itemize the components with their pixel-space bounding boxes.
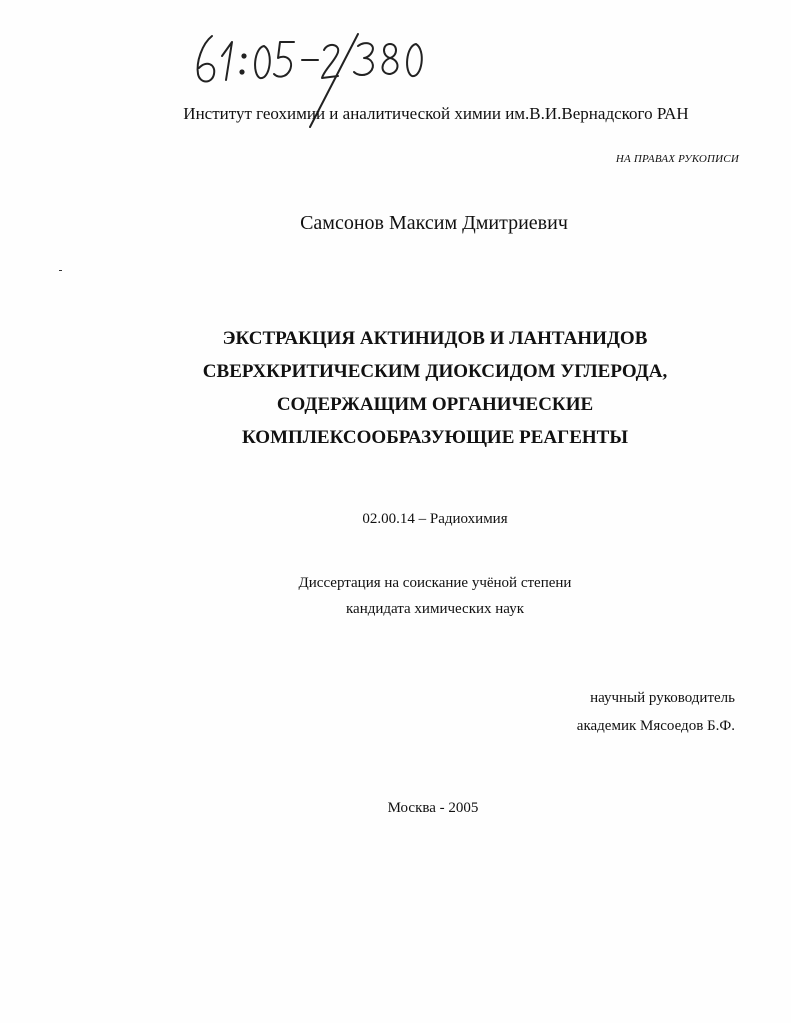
title-line: СВЕРХКРИТИЧЕСКИМ ДИОКСИДОМ УГЛЕРОДА, [202, 361, 668, 382]
supervisor-name: академик Мясоедов Б.Ф. [576, 718, 735, 734]
degree-line: Диссертация на соискание учёной степени [298, 575, 572, 591]
title-line: СОДЕРЖАЩИМ ОРГАНИЧЕСКИЕ [276, 394, 594, 415]
city-year: Москва - 2005 [387, 800, 479, 816]
supervisor-role: научный руководитель [590, 690, 735, 706]
specialty-code: 02.00.14 – Радиохимия [362, 511, 508, 527]
title-line: ЭКСТРАКЦИЯ АКТИНИДОВ И ЛАНТАНИДОВ [222, 328, 648, 349]
manuscript-rights-note: НА ПРАВАХ РУКОПИСИ [615, 153, 739, 165]
author-name: Самсонов Максим Дмитриевич [300, 212, 568, 234]
title-line: КОМПЛЕКСООБРАЗУЮЩИЕ РЕАГЕНТЫ [241, 427, 629, 448]
supervisor-block [577, 684, 735, 740]
dissertation-title [0, 322, 791, 454]
institute-name: Институт геохимии и аналитической химии им.В.И.Вернадского РАН [183, 104, 689, 123]
scan-speck [59, 270, 62, 271]
degree-line: кандидата химических наук [345, 601, 524, 617]
degree-statement [0, 570, 791, 622]
